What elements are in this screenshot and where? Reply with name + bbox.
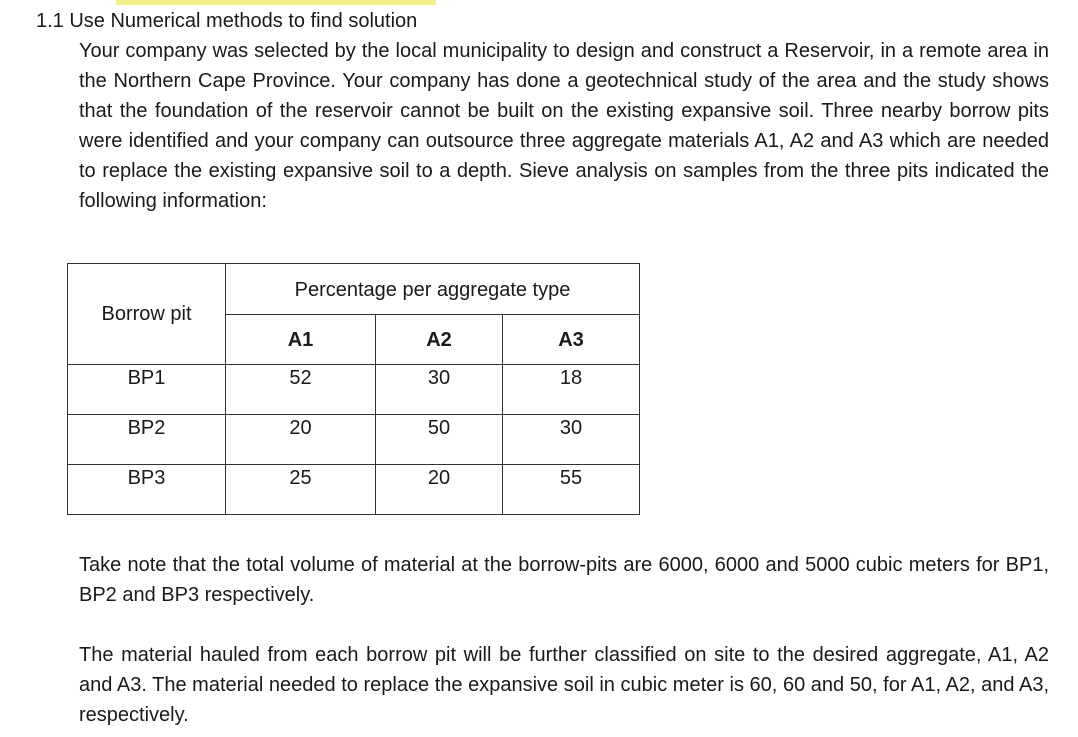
row-label-bp3: BP3 — [68, 465, 226, 515]
section-heading: 1.1 Use Numerical methods to find solution — [36, 10, 418, 32]
table-cell: 52 — [226, 365, 376, 415]
borrow-pit-header: Borrow pit — [68, 264, 226, 365]
column-header-a3: A3 — [503, 315, 640, 365]
column-header-a2: A2 — [376, 315, 503, 365]
table-cell: 55 — [503, 465, 640, 515]
table-row — [68, 465, 640, 515]
intro-paragraph: Your company was selected by the local municipality to design and construct a Reservoir, in a remote area in the Northern Cape Province. Your company has done a geotechnical study of the area and the study shows that the foundation of the reservoir cannot be built on the existing expansive soil. Three nearby borrow pits were identified and your company can outsource three aggregate materials A1, A2 and A3 which are needed to replace the existing expansive soil to a depth. Sieve analysis on samples from the three pits indicated the following information: — [79, 40, 1049, 212]
percentage-group-header: Percentage per aggregate type — [226, 264, 640, 315]
table-cell: 50 — [376, 415, 503, 465]
table-cell: 20 — [226, 415, 376, 465]
table-cell: 30 — [376, 365, 503, 415]
table-cell: 18 — [503, 365, 640, 415]
table-row — [68, 365, 640, 415]
text-highlight — [116, 0, 436, 5]
table-cell: 20 — [376, 465, 503, 515]
table-cell: 25 — [226, 465, 376, 515]
sieve-analysis-table — [67, 263, 640, 515]
table-cell: 30 — [503, 415, 640, 465]
column-header-a1: A1 — [226, 315, 376, 365]
table-row — [68, 415, 640, 465]
classification-paragraph: The material hauled from each borrow pit will be further classified on site to the desired aggregate, A1, A2 and A3. The material needed to replace the expansive soil in cubic meter is 60, 60 and 50, for A1, A2, and A3, respectively. — [79, 644, 1049, 726]
row-label-bp2: BP2 — [68, 415, 226, 465]
row-label-bp1: BP1 — [68, 365, 226, 415]
volume-note-paragraph: Take note that the total volume of material at the borrow-pits are 6000, 6000 and 5000 cubic meters for BP1, BP2 and BP3 respectively. — [79, 554, 1049, 606]
